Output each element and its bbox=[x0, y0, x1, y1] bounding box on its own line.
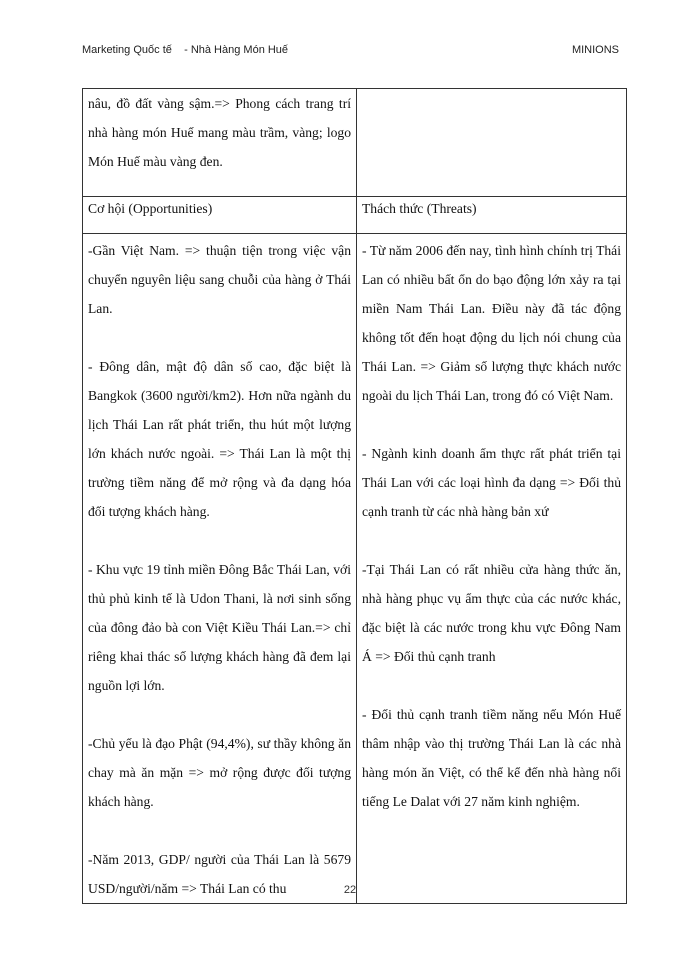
opportunity-item: -Gần Việt Nam. => thuận tiện trong việc vận chuyển nguyên liệu sang chuỗi của hàng ở Thái Lan. bbox=[88, 243, 351, 316]
threat-item: -Tại Thái Lan có rất nhiều cửa hàng thức ăn, nhà hàng phục vụ ẩm thực của các nước khác, đặc biệt là các nước trong khu vực Đông Nam Á => Đối thủ cạnh tranh bbox=[362, 562, 621, 664]
cell-text: nâu, đồ đất vàng sậm.=> Phong cách trang trí nhà hàng món Huế mang màu trầm, vàng; logo Món Huế màu vàng đen. bbox=[88, 96, 351, 169]
column-heading: Cơ hội (Opportunities) bbox=[88, 201, 213, 216]
opportunity-item: -Chủ yếu là đạo Phật (94,4%), sư thầy không ăn chay mà ăn mặn => mở rộng được đối tượng khách hàng. bbox=[88, 736, 351, 809]
threats-header bbox=[357, 197, 627, 234]
threat-item: - Đối thủ cạnh tranh tiềm năng nếu Món Huế thâm nhập vào thị trường Thái Lan là các nhà hàng món ăn Việt, có thể kể đến nhà hàng nổi tiếng Le Dalat với 27 năm kinh nghiệm. bbox=[362, 707, 621, 809]
table-row bbox=[83, 89, 627, 197]
column-heading: Thách thức (Threats) bbox=[362, 201, 477, 216]
header-title: Marketing Quốc tế - Nhà Hàng Món Huế bbox=[82, 44, 289, 56]
opportunities-cell bbox=[83, 234, 357, 904]
opportunity-item: -Năm 2013, GDP/ người của Thái Lan là 5679 USD/người/năm => Thái Lan có thu bbox=[88, 852, 351, 896]
page-number: 22 bbox=[343, 884, 357, 896]
threat-item: - Từ năm 2006 đến nay, tình hình chính trị Thái Lan có nhiều bất ổn do bạo động lớn xảy ra tại miền Nam Thái Lan. Điều này đã tác động không tốt đến hoạt động du lịch nói chung của Thái Lan. => Giảm số lượng thực khách nước ngoài du lịch Thái Lan, trong đó có Việt Nam. bbox=[362, 243, 621, 403]
page-header bbox=[82, 44, 625, 62]
threat-item: - Ngành kinh doanh ẩm thực rất phát triển tại Thái Lan với các loại hình đa dạng => Đối thủ cạnh tranh từ các nhà hàng bản xứ bbox=[362, 446, 621, 519]
table-header-row bbox=[83, 197, 627, 234]
opportunity-item: - Đông dân, mật độ dân số cao, đặc biệt là Bangkok (3600 người/km2). Hơn nữa ngành du lịch Thái Lan rất phát triển, thu hút một lượng lớn khách nước ngoài. => Thái Lan là một thị trường tiềm năng để mở rộng và đa dạng hóa đối tượng khách hàng. bbox=[88, 359, 351, 519]
weakness-continued-cell bbox=[83, 89, 357, 197]
threats-cell bbox=[357, 234, 627, 904]
swot-table bbox=[82, 88, 627, 904]
table-row bbox=[83, 234, 627, 904]
header-team-name: MINIONS bbox=[571, 44, 619, 56]
opportunity-item: - Khu vực 19 tỉnh miền Đông Bắc Thái Lan, với thủ phủ kinh tế là Udon Thani, là nơi sinh sống của đông đảo bà con Việt Kiều Thái Lan.=> chỉ riêng khai thác số lượng khách hàng đã đem lại nguồn lợi lớn. bbox=[88, 562, 351, 693]
empty-cell bbox=[357, 89, 627, 197]
opportunities-header bbox=[83, 197, 357, 234]
